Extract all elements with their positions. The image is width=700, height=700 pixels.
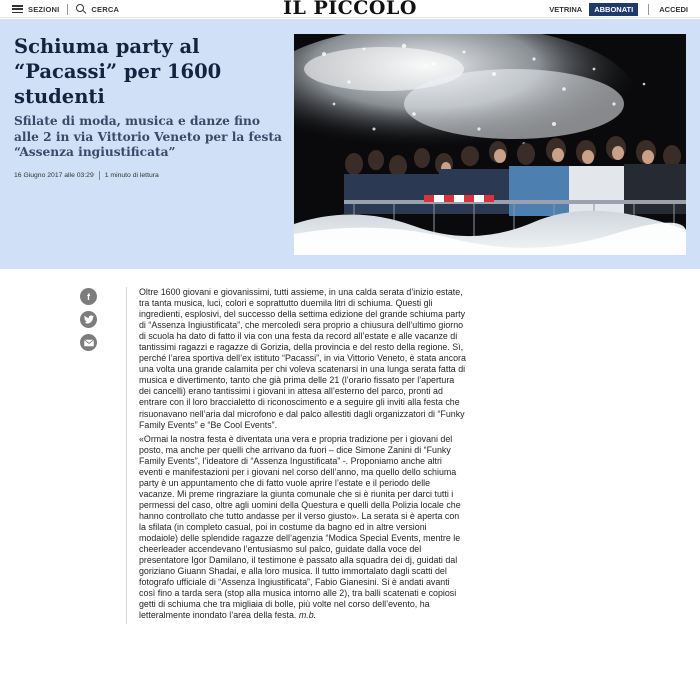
meta-divider — [99, 171, 100, 180]
search-button[interactable]: CERCA — [91, 4, 120, 14]
showcase-link[interactable]: VETRINA — [549, 4, 583, 14]
site-logo[interactable]: IL PICCOLO — [283, 0, 417, 19]
article-title: Schiuma party al “Pacassi” per 1600 studenti — [14, 35, 222, 108]
article-paragraph-text: «Ormai la nostra festa è diventata una vera e propria tradizione per i giovani del posto, ma anche per quelli che arrivano da fuori – dice Simone Zanini di “Funky Family Events”, l’ideatore di “Assenza Ingustificata” -. Proponiamo anche altri eventi e manifestazioni per i giovani nel corso dell’anno, ma quello dello schiuma party è un appuntamento che di fatto vuole aprire l’estate e il periodo delle vacanze. Mi preme ringraziare la giunta comunale che si è riunita per darci tutti i permessi del caso, oltre agli uomini della Questura e quelli della Polizia locale che hanno controllato che tutto andasse per il verso giusto». La serata si è aperta con la sfilata (in completo casual, poi in costume da bagno ed in altre versioni modaiole) delle splendide ragazze dell’agenzia “Modica Special Events, mentre le cheerleader accendevano l’entusiasmo sul palco, guidate dalla voce del presentatore Igor Damilano, il testimone è passato alla squadra dei dj, guidati dal goriziano Giuann Shadai, e alla loro musica. Il tutto immortalato dagli scatti del fotografo ufficiale di “Assenza Ingiustificata”, Fabio Gianesini. Si è andati avanti così fino a tarda sera (stop alla musica intorno alle 2), tra balli scatenati e copiosi getti di schiuma che tra migliaia di bolle, più volte nel corso dell’evento, ha letteralmente inondato l’area della festa. — [139, 433, 461, 621]
top-nav-left — [12, 0, 119, 18]
twitter-icon — [84, 315, 94, 324]
nav-divider — [67, 4, 68, 15]
sections-menu-button[interactable]: SEZIONI — [28, 4, 60, 14]
twitter-share-button[interactable] — [80, 311, 97, 328]
top-nav-right — [549, 0, 688, 18]
facebook-share-button[interactable] — [80, 288, 97, 305]
article-paragraph — [139, 434, 466, 622]
article-paragraph: Oltre 1600 giovani e giovanissimi, tutti assieme, in una calda serata d’inizio estate, tra tanta musica, luci, colori e soprattutto duemila litri di schiuma. Questi gli ingredienti, esplosivi, del successo della settima edizione del grande schiuma party di “Assenza Ingiustificata”, che mercoledì sera proprio a chiusura dell’ultimo giorno di scuola ha dato di fatto il via con una festa da record all’estate e alle vacanze di tantissimi ragazzi e ragazze di Gorizia, della provincia e del resto della regione. Sì, perché l’area sportiva dell’ex istituto “Pacassi”, in via Vittorio Veneto, è stata ancora una volta una grande calamita per chi voleva scatenarsi in una lunga serata fatta di musica e divertimento, tanto che già prima delle 21 (l’orario fissato per l’apertura dei cancelli) erano tantissimi i giovani in attesa all’esterno del parco, pronti ad entrare con il loro braccialetto di riconoscimento e a seguire gli inviti alla festa che risuonavano nell’aria dal microfono e dal palco allestiti dagli organizzatori di “Funky Family Events” e “Be Cool Events”. — [139, 287, 466, 430]
menu-icon[interactable] — [12, 5, 23, 13]
reading-time: 1 minuto di lettura — [104, 172, 159, 179]
article-subtitle: Sfilate di moda, musica e danze fino alle 2 in via Vittorio Veneto per la festa “Assenza ingiustificata” — [14, 114, 282, 159]
foam-party-image — [294, 34, 686, 255]
nav-divider — [648, 4, 649, 15]
article-author: m.b. — [298, 610, 317, 621]
subscribers-button[interactable]: ABBONATI — [589, 3, 638, 16]
top-navigation-bar — [0, 0, 700, 18]
article-hero — [0, 19, 700, 269]
article-date: 16 Giugno 2017 alle 03:29 — [14, 172, 94, 179]
share-buttons — [80, 288, 97, 351]
search-icon[interactable] — [76, 4, 86, 14]
article-photo — [294, 34, 686, 255]
article-meta — [14, 171, 159, 180]
facebook-icon: f — [87, 291, 90, 302]
mail-icon — [84, 339, 94, 347]
article-body — [126, 287, 466, 624]
email-share-button[interactable] — [80, 334, 97, 351]
login-link[interactable]: ACCEDI — [659, 4, 688, 14]
